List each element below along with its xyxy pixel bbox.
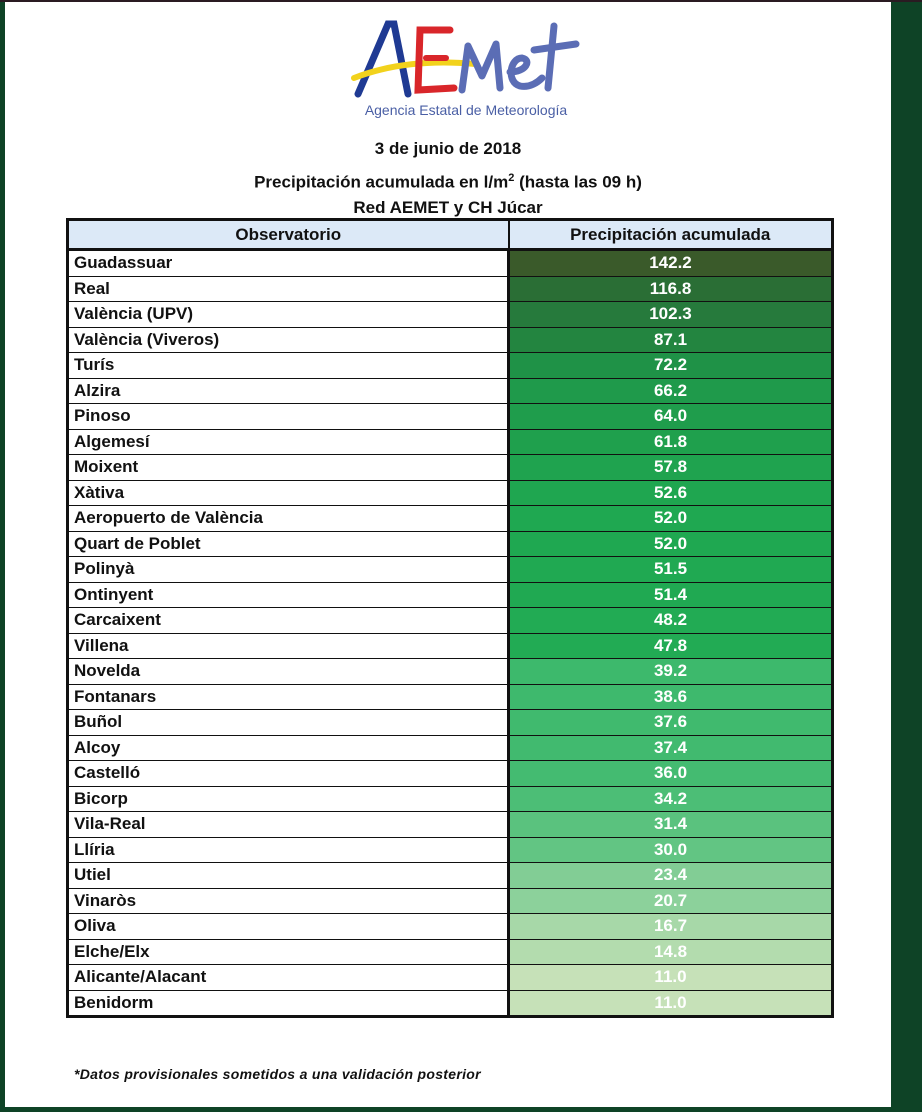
precipitation-value: 52.0 bbox=[509, 531, 833, 557]
observatory-name: Novelda bbox=[68, 659, 509, 685]
observatory-name: Utiel bbox=[68, 863, 509, 889]
observatory-name: València (UPV) bbox=[68, 302, 509, 328]
precipitation-value: 16.7 bbox=[509, 914, 833, 940]
observatory-name: Llíria bbox=[68, 837, 509, 863]
precipitation-value: 30.0 bbox=[509, 837, 833, 863]
table-row bbox=[68, 582, 833, 608]
precipitation-value: 48.2 bbox=[509, 608, 833, 634]
table-row bbox=[68, 531, 833, 557]
precipitation-value: 14.8 bbox=[509, 939, 833, 965]
precipitation-value: 116.8 bbox=[509, 276, 833, 302]
table-row bbox=[68, 633, 833, 659]
table-header-row bbox=[68, 220, 833, 250]
table-row bbox=[68, 837, 833, 863]
precipitation-value: 87.1 bbox=[509, 327, 833, 353]
observatory-name: Elche/Elx bbox=[68, 939, 509, 965]
observatory-name: Quart de Poblet bbox=[68, 531, 509, 557]
precipitation-value: 23.4 bbox=[509, 863, 833, 889]
table-row bbox=[68, 557, 833, 583]
table-row bbox=[68, 378, 833, 404]
table-body bbox=[68, 250, 833, 1017]
precipitation-value: 39.2 bbox=[509, 659, 833, 685]
observatory-name: Vila-Real bbox=[68, 812, 509, 838]
precipitation-value: 61.8 bbox=[509, 429, 833, 455]
subtitle-superscript: 2 bbox=[508, 172, 515, 184]
precipitation-value: 51.5 bbox=[509, 557, 833, 583]
precipitation-value: 11.0 bbox=[509, 965, 833, 991]
observatory-name: Fontanars bbox=[68, 684, 509, 710]
observatory-name: Villena bbox=[68, 633, 509, 659]
observatory-name: Buñol bbox=[68, 710, 509, 736]
observatory-name: Xàtiva bbox=[68, 480, 509, 506]
precipitation-value: 47.8 bbox=[509, 633, 833, 659]
table-row bbox=[68, 914, 833, 940]
precipitation-value: 64.0 bbox=[509, 404, 833, 430]
observatory-name: Alicante/Alacant bbox=[68, 965, 509, 991]
observatory-name: València (Viveros) bbox=[68, 327, 509, 353]
bulletin-page bbox=[5, 2, 891, 1107]
table-row bbox=[68, 812, 833, 838]
observatory-name: Algemesí bbox=[68, 429, 509, 455]
observatory-name: Turís bbox=[68, 353, 509, 379]
table-row bbox=[68, 888, 833, 914]
report-subtitle bbox=[5, 172, 891, 193]
precipitation-value: 72.2 bbox=[509, 353, 833, 379]
table-row bbox=[68, 684, 833, 710]
precipitation-value: 51.4 bbox=[509, 582, 833, 608]
report-network: Red AEMET y CH Júcar bbox=[353, 198, 543, 217]
precipitation-value: 37.4 bbox=[509, 735, 833, 761]
observatory-name: Real bbox=[68, 276, 509, 302]
table-row bbox=[68, 608, 833, 634]
table-row bbox=[68, 659, 833, 685]
aemet-logo bbox=[350, 16, 580, 124]
report-date: 3 de junio de 2018 bbox=[374, 139, 522, 158]
table-row bbox=[68, 429, 833, 455]
precipitation-value: 57.8 bbox=[509, 455, 833, 481]
observatory-name: Oliva bbox=[68, 914, 509, 940]
precipitation-value: 142.2 bbox=[509, 250, 833, 277]
observatory-name: Alzira bbox=[68, 378, 509, 404]
table-row bbox=[68, 735, 833, 761]
precipitation-value: 36.0 bbox=[509, 761, 833, 787]
precipitation-value: 31.4 bbox=[509, 812, 833, 838]
column-header-precipitation: Precipitación acumulada bbox=[509, 220, 833, 250]
observatory-name: Benidorm bbox=[68, 990, 509, 1017]
subtitle-text: Precipitación acumulada en l/m bbox=[254, 172, 509, 192]
table-row bbox=[68, 990, 833, 1017]
precipitation-value: 102.3 bbox=[509, 302, 833, 328]
observatory-name: Pinoso bbox=[68, 404, 509, 430]
precipitation-value: 52.0 bbox=[509, 506, 833, 532]
observatory-name: Moixent bbox=[68, 455, 509, 481]
subtitle-time: (hasta las 09 h) bbox=[514, 172, 642, 192]
table-row bbox=[68, 276, 833, 302]
precipitation-value: 20.7 bbox=[509, 888, 833, 914]
table-row bbox=[68, 353, 833, 379]
observatory-name: Guadassuar bbox=[68, 250, 509, 277]
precipitation-table bbox=[66, 218, 834, 1018]
column-header-observatory: Observatorio bbox=[68, 220, 509, 250]
table-row bbox=[68, 404, 833, 430]
table-row bbox=[68, 710, 833, 736]
observatory-name: Aeropuerto de València bbox=[68, 506, 509, 532]
table-row bbox=[68, 455, 833, 481]
observatory-name: Castelló bbox=[68, 761, 509, 787]
precipitation-value: 66.2 bbox=[509, 378, 833, 404]
table-row bbox=[68, 939, 833, 965]
observatory-name: Bicorp bbox=[68, 786, 509, 812]
observatory-name: Alcoy bbox=[68, 735, 509, 761]
table-row bbox=[68, 761, 833, 787]
table-row bbox=[68, 302, 833, 328]
precipitation-value: 34.2 bbox=[509, 786, 833, 812]
table-row bbox=[68, 965, 833, 991]
table-row bbox=[68, 250, 833, 277]
observatory-name: Ontinyent bbox=[68, 582, 509, 608]
table-row bbox=[68, 506, 833, 532]
aemet-logo-mark bbox=[350, 16, 580, 102]
table-row bbox=[68, 786, 833, 812]
agency-name: Agencia Estatal de Meteorología bbox=[364, 102, 568, 118]
observatory-name: Polinyà bbox=[68, 557, 509, 583]
precipitation-value: 38.6 bbox=[509, 684, 833, 710]
observatory-name: Vinaròs bbox=[68, 888, 509, 914]
table-row bbox=[68, 863, 833, 889]
precipitation-value: 37.6 bbox=[509, 710, 833, 736]
table-row bbox=[68, 480, 833, 506]
table-row bbox=[68, 327, 833, 353]
observatory-name: Carcaixent bbox=[68, 608, 509, 634]
precipitation-value: 11.0 bbox=[509, 990, 833, 1017]
footnote: *Datos provisionales sometidos a una validación posterior bbox=[74, 1066, 481, 1082]
precipitation-value: 52.6 bbox=[509, 480, 833, 506]
